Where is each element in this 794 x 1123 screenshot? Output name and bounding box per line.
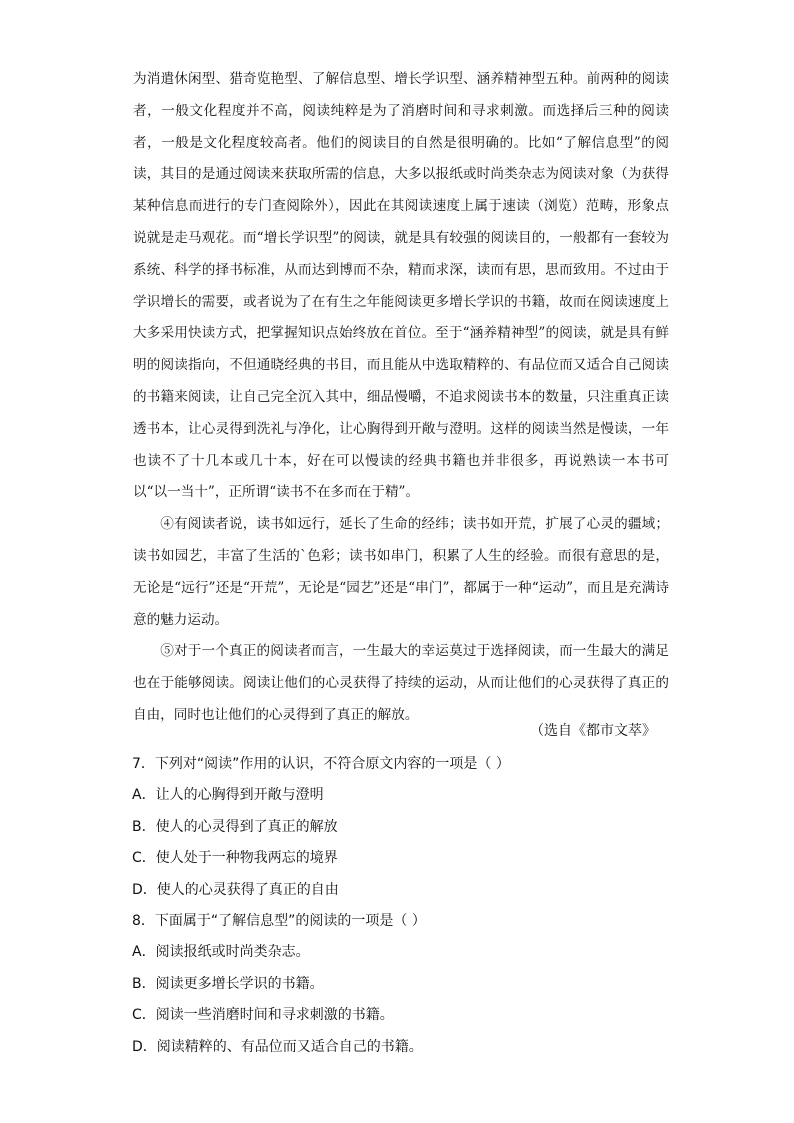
question-stem: 7．下列对“阅读”作用的认识，不符合原文内容的一项是（ ） [132, 756, 510, 772]
paragraph-5: ⑤对于一个真正的阅读者而言，一生最大的幸运莫过于选择阅读，而一生最大的满足也在于能够阅读。阅读让他们的心灵获得了持续的运动，从而让他们的心灵获得了真正的自由，同时也让他们的心灵得到了真正的解放。 [133, 643, 669, 723]
option-b: B．使人的心灵得到了真正的解放 [132, 818, 338, 835]
option-b: B．阅读更多增长学识的书籍。 [132, 975, 324, 992]
option-c: C．阅读一些消磨时间和寻求刺激的书籍。 [132, 1007, 394, 1024]
paragraph-3-tail: 为消遣休闲型、猎奇览艳型、了解信息型、增长学识型、涵养精神型五种。前两种的阅读者，一般文化程度并不高，阅读纯粹是为了消磨时间和寻求刺激。而选择后三种的阅读者，一般是文化程度较高者。他们的阅读目的自然是很明确的。比如“了解信息型”的阅读，其目的是通过阅读来获取所需的信息，大多以报纸或时尚类杂志为阅读对象（为获得某种信息而进行的专门查阅除外），因此在其阅读速度上属于速读（浏览）范畴，形象点说就是走马观花。而“增长学识型”的阅读，就是具有较强的阅读目的，一般都有一套较为系统、科学的择书标准，从而达到博而不杂，精而求深，读而有思，思而致用。不过由于学识增长的需要，或者说为了在有生之年能阅读更多增长学识的书籍，故而在阅读速度上大多采用快读方式，把掌握知识点始终放在首位。至于“涵养精神型”的阅读，就是具有鲜明的阅读指向，不但通晓经典的书目，而且能从中选取精粹的、有品位而又适合自己阅读的书籍来阅读，让自己完全沉入其中，细品慢嚼，不追求阅读书本的数量，只注重真正读透书本，让心灵得到洗礼与净化，让心胸得到开敞与澄明。这样的阅读当然是慢读，一年也读不了十几本或几十本，好在可以慢读的经典书籍也并非很多，再说熟读一本书可以“以一当十”，正所谓“读书不在多而在于精”。 [133, 71, 669, 501]
source-citation: （选自《都市文萃》 [530, 723, 656, 739]
option-c: C．使人处于一种物我两忘的境界 [132, 850, 338, 867]
question-8 [132, 906, 672, 1063]
question-list [132, 749, 672, 1063]
option-d: D．使人的心灵获得了真正的自由 [132, 881, 339, 898]
option-a: A．阅读报纸或时尚类杂志。 [132, 944, 310, 961]
question-7 [132, 749, 672, 906]
reading-passage [133, 64, 669, 732]
question-stem: 8．下面属于“了解信息型”的阅读的一项是（ ） [132, 913, 426, 930]
option-a: A．让人的心胸得到开敞与澄明 [132, 787, 324, 804]
option-d: D．阅读精粹的、有品位而又适合自己的书籍。 [132, 1038, 423, 1055]
paragraph-4: ④有阅读者说，读书如远行，延长了生命的经纬；读书如开荒，扩展了心灵的疆域；读书如园艺，丰富了生活的`色彩；读书如串门，积累了人生的经验。而很有意思的是，无论是“远行”还是“开荒”，无论是“园艺”还是“串门”，都属于一种“运动”，而且是充满诗意的魅力运动。 [133, 516, 669, 628]
